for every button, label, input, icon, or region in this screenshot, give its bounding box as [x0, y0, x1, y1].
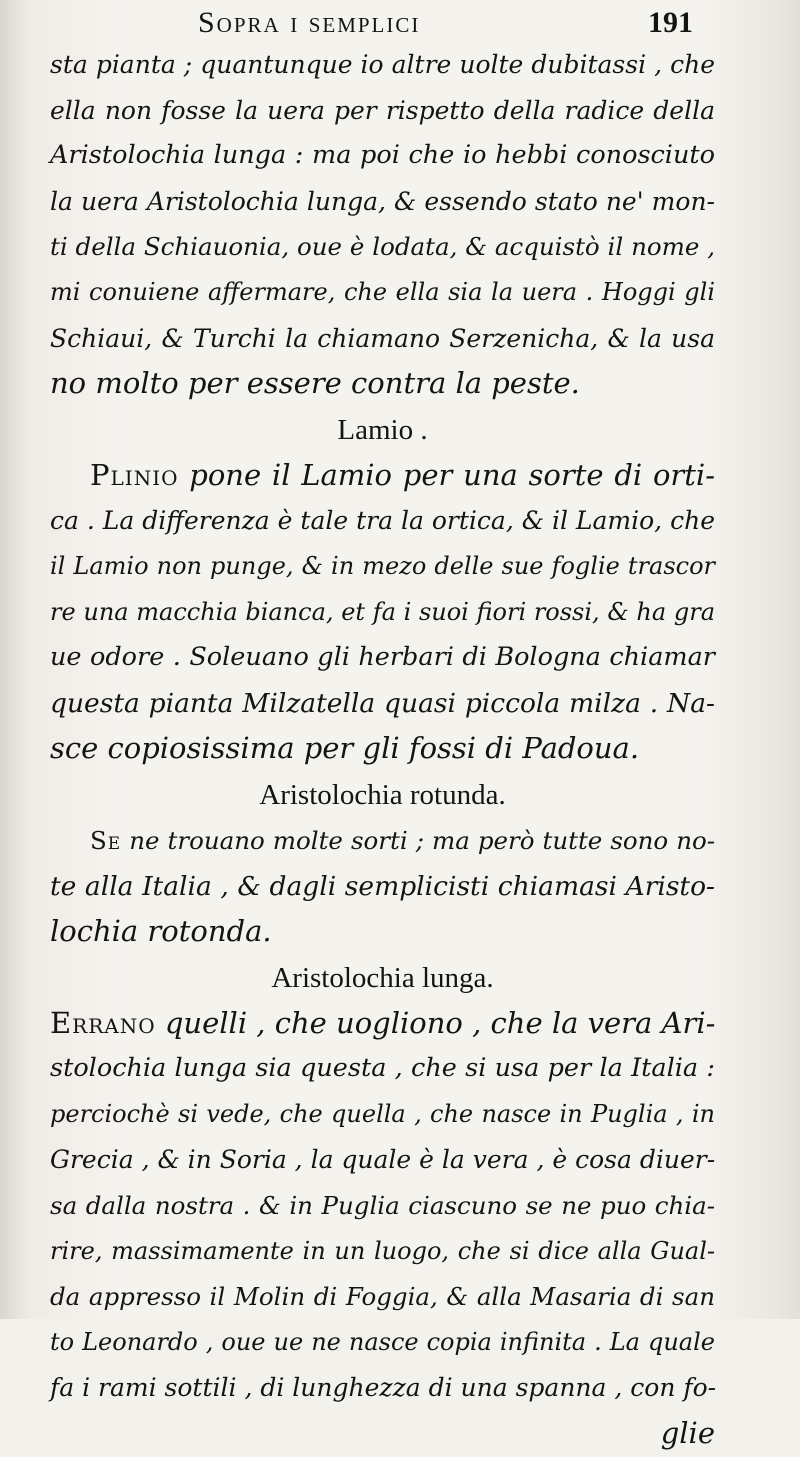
text-line: Schiaui, & Turchi la chiamano Serzenicha, & la usa: [50, 323, 715, 353]
text-line: la uera Aristolochia lunga, & essendo stato ne' mon-: [50, 186, 715, 216]
text-line: to Leonardo , oue ue ne nasce copia infinita . La quale: [50, 1327, 715, 1356]
text-line: ca . La differenza è tale tra la ortica, & il Lamio, che: [50, 506, 715, 536]
text-line: Se ne trouano molte sorti ; ma però tutte sono no-: [90, 825, 715, 855]
text-line: sa dalla nostra . & in Puglia ciascuno se ne puo chia-: [50, 1191, 715, 1221]
text-line: il Lamio non punge, & in mezo delle sue foglie trascor: [50, 551, 715, 580]
text-line: mi conuiene affermare, che ella sia la uera . Hoggi gli: [50, 277, 715, 306]
text-line: no molto per essere contra la peste.: [50, 366, 580, 401]
text-line: ella non fosse la uera per rispetto della radice della: [50, 95, 715, 125]
lead-word: Plinio: [90, 457, 179, 492]
text-line: re una macchia bianca, et fa i suoi fiori rossi, & ha gra: [50, 597, 715, 626]
text-line: ti della Schiauonia, oue è lodata, & acquistò il nome ,: [50, 232, 715, 262]
body-text: [50, 42, 715, 1457]
text-line: Aristolochia lunga : ma poi che io hebbi conosciuto: [50, 140, 715, 171]
text-line: da appresso il Molin di Foggia, & alla Masaria di san: [50, 1282, 715, 1312]
section-heading-lamio: Lamio .: [337, 413, 428, 446]
text-line: perciochè si vede, che quella , che nasce in Puglia , in: [50, 1099, 715, 1128]
text-line: te alla Italia , & dagli semplicisti chiamasi Aristo-: [50, 870, 715, 902]
running-head: Sopra i semplici: [198, 6, 421, 39]
text-line: questa pianta Milzatella quasi piccola milza . Na-: [50, 687, 715, 719]
text-line: Plinio pone il Lamio per una sorte di orti-: [90, 457, 715, 492]
text-line: Grecia , & in Soria , la quale è la vera , è cosa diuer-: [50, 1145, 716, 1175]
text-line: stolochia lunga sia questa , che si usa per la Italia :: [50, 1053, 715, 1084]
lead-word: Errano: [50, 1005, 156, 1040]
text-line: Errano quelli , che uogliono , che la vera Ari-: [50, 1005, 716, 1040]
text-line: fa i rami sottili , di lunghezza di una spanna , con fo-: [50, 1373, 717, 1403]
text-line: lochia rotonda.: [50, 914, 272, 949]
page-header: [0, 4, 800, 44]
section-heading-aristolochia-rotunda: Aristolochia rotunda.: [259, 778, 506, 811]
text-line: sce copiosissima per gli fossi di Padoua.: [50, 731, 640, 766]
section-heading-aristolochia-lunga: Aristolochia lunga.: [271, 961, 494, 994]
text-line: sta pianta ; quantunque io altre uolte dubitassi , che: [50, 50, 715, 79]
text-line: rire, massimamente in un luogo, che si dice alla Gual-: [50, 1236, 715, 1265]
lead-word: Se: [90, 825, 122, 855]
catchword: glie: [660, 1416, 715, 1451]
page-number: 191: [648, 6, 693, 39]
text-line: ue odore . Soleuano gli herbari di Bologna chiamar: [50, 642, 715, 673]
